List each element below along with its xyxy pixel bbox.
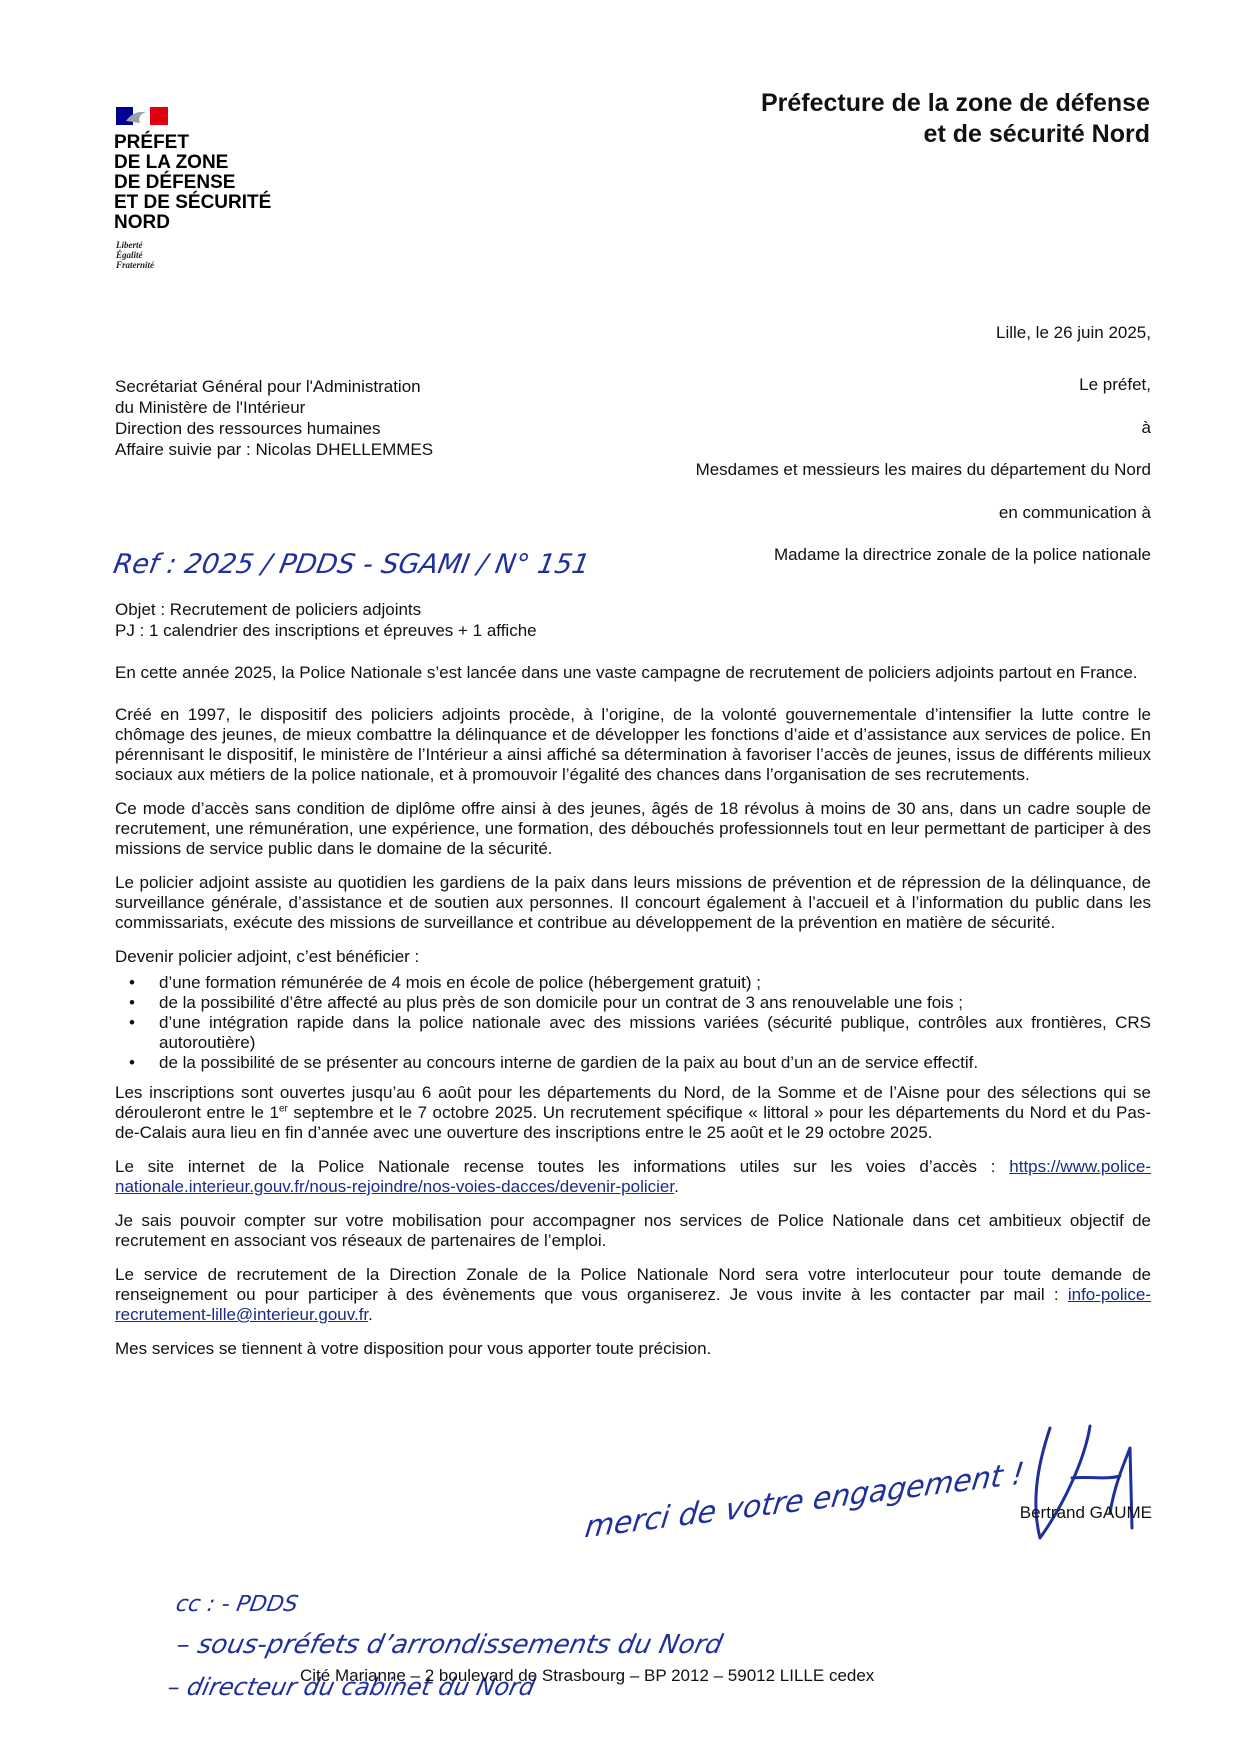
logo-line: NORD <box>114 212 170 233</box>
recruitment-email-link[interactable]: info-police-recrutement-lille@interieur.gouv.fr <box>115 1285 1151 1324</box>
police-website-link[interactable]: https://www.police-nationale.interieur.gouv.fr/nous-rejoindre/nos-voies-dacces/devenir-policier <box>115 1157 1151 1196</box>
motto <box>116 240 154 270</box>
list-item <box>129 1053 1151 1073</box>
handwritten-note-text: merci de votre engagement ! <box>583 1456 1027 1546</box>
list-item <box>129 993 1151 1013</box>
cc-line: cc : - PDDS <box>174 1591 301 1617</box>
subject-line: Objet : Recrutement de policiers adjoints <box>115 600 422 619</box>
cc-line: – sous-préfets d’arrondissements du Nord <box>173 1630 726 1660</box>
body-paragraph: Mes services se tiennent à votre disposition pour vous apporter toute précision. <box>115 1339 712 1358</box>
sender-line: du Ministère de l'Intérieur <box>115 398 306 417</box>
text-run: septembre et le 7 octobre 2025. Un recrutement spécifique « littoral » pour les départements du Nord et du Pas-de-Calais aura lieu en fin d’année avec une ouverture des inscriptions entre le 25 août et le 29 octobre 2025. <box>115 1103 1151 1142</box>
marianne-logo-icon <box>116 107 168 125</box>
motto-line: Égalité <box>116 250 143 260</box>
sender-block <box>115 376 433 460</box>
logo-line: ET DE SÉCURITÉ <box>114 192 272 213</box>
text-run: Le service de recrutement de la Direction Zonale de la Police Nationale Nord sera votre interlocuteur pour toute demande de renseignement ou pour participer à des évènements que vous organiserez. Je vous invite à les contacter par mail : <box>115 1265 1151 1304</box>
text-run: Le site internet de la Police Nationale recense toutes les informations utiles sur les voies d’accès : <box>115 1157 1010 1176</box>
flag-red-stripe <box>150 107 168 125</box>
cc-line: – directeur du cabinet du Nord <box>164 1672 538 1701</box>
body-paragraph: Créé en 1997, le dispositif des policiers adjoints procède, à l’origine, de la volonté gouvernementale d’intensifier la lutte contre le chômage des jeunes, de mieux combattre la délinquance et de développer les fonctions d’aide et d’assistance aux services de police. En pérennisant le dispositif, le ministère de l’Intérieur a ainsi affiché sa détermination à favoriser l’accès de jeunes, issus de différents milieux sociaux aux métiers de la police nationale, et à promouvoir l’égalité des chances dans l’organisation de ses recrutements. <box>115 705 1151 784</box>
recipient-line: Madame la directrice zonale de la police nationale <box>773 545 1151 564</box>
body-paragraph <box>115 1265 1151 1325</box>
handwritten-note <box>583 1432 1040 1546</box>
handwritten-reference-ink <box>111 535 593 587</box>
motto-line: Fraternité <box>116 260 155 270</box>
sender-line: Direction des ressources humaines <box>115 419 381 438</box>
handwritten-reference <box>111 535 593 587</box>
logo-line: DE LA ZONE <box>114 152 229 173</box>
handwritten-cc-ink <box>120 1583 726 1743</box>
recipient-line: Mesdames et messieurs les maires du département du Nord <box>695 460 1151 479</box>
attachments-line: PJ : 1 calendrier des inscriptions et épreuves + 1 affiche <box>115 621 537 640</box>
subject-block <box>115 599 537 641</box>
prefecture-title <box>761 88 1150 150</box>
text-run: . <box>674 1177 679 1196</box>
sender-line: Affaire suivie par : Nicolas DHELLEMMES <box>115 440 434 459</box>
body-paragraph: Le policier adjoint assiste au quotidien les gardiens de la paix dans leurs missions de prévention et de répression de la délinquance, de surveillance générale, d’assistance et de soutien aux personnes. Il concourt également à l’accueil et à l’information du public dans les commissariats, exécute des missions de surveillance et contribue au développement de la prévention en matière de sécurité. <box>115 873 1151 932</box>
list-item <box>129 973 1151 993</box>
bullet-icon: • <box>129 1053 135 1072</box>
handwritten-cc <box>120 1583 726 1743</box>
logo-line: PRÉFET <box>114 132 189 153</box>
bullet-icon: • <box>129 973 135 992</box>
prefet-logo-text <box>114 133 271 233</box>
signer-name: Bertrand GAUME <box>1019 1503 1152 1522</box>
list-item-text: d’une intégration rapide dans la police nationale avec des missions variées (sécurité publique, contrôles aux frontières, CRS autoroutière) <box>159 1013 1151 1052</box>
flag-blue-stripe <box>116 107 133 125</box>
bullet-icon: • <box>129 1013 135 1032</box>
letter-body <box>115 663 1151 1373</box>
prefecture-title-line: Préfecture de la zone de défense <box>760 89 1150 117</box>
text-run: Les inscriptions sont ouvertes jusqu’au 6 août pour les départements du Nord, de la Somme et de l’Aisne pour des sélections qui se dérouleront entre le 1 <box>115 1083 1151 1122</box>
list-item-text: de la possibilité d’être affecté au plus près de son domicile pour un contrat de 3 ans renouvelable une fois ; <box>159 993 963 1012</box>
logo-line: DE DÉFENSE <box>114 172 236 193</box>
recipient-line: à <box>1141 418 1151 437</box>
bullet-icon: • <box>129 993 135 1012</box>
list-item-text: de la possibilité de se présenter au concours interne de gardien de la paix au bout d’un an de service effectif. <box>159 1053 979 1072</box>
letter-date: Lille, le 26 juin 2025, <box>995 323 1151 342</box>
prefecture-title-line: et de sécurité Nord <box>923 120 1150 148</box>
list-item <box>129 1013 1151 1053</box>
text-run: . <box>368 1305 373 1324</box>
body-paragraph: Je sais pouvoir compter sur votre mobilisation pour accompagner nos services de Police Nationale dans cet ambitieux objectif de recrutement en associant vos réseaux de partenaires de l’emploi. <box>115 1211 1151 1250</box>
recipient-line: en communication à <box>998 503 1151 522</box>
recipient-line: Le préfet, <box>1079 375 1151 394</box>
benefits-list <box>115 973 1151 1073</box>
footer-address: Cité Marianne – 2 boulevard de Strasbourg – BP 2012 – 59012 LILLE cedex <box>300 1666 875 1685</box>
handwritten-note-ink <box>583 1432 1040 1546</box>
handwritten-reference-text: Ref : 2025 / PDDS - SGAMI / N° 151 <box>111 549 593 580</box>
body-paragraph <box>115 1083 1151 1143</box>
body-paragraph: Ce mode d’accès sans condition de diplôme offre ainsi à des jeunes, âgés de 18 révolus à moins de 30 ans, dans un cadre souple de recrutement, une rémunération, une expérience, une formation, des débouchés professionnels tout en leur permettant de participer à des missions de service public dans le domaine de la sécurité. <box>115 799 1151 858</box>
body-paragraph: En cette année 2025, la Police Nationale s’est lancée dans une vaste campagne de recrutement de policiers adjoints partout en France. <box>115 663 1138 682</box>
sender-line: Secrétariat Général pour l'Administration <box>115 377 421 396</box>
ordinal-suffix: er <box>278 1103 288 1115</box>
signature-icon <box>1010 1418 1160 1563</box>
list-item-text: d’une formation rémunérée de 4 mois en école de police (hébergement gratuit) ; <box>159 973 761 992</box>
motto-line: Liberté <box>116 240 143 250</box>
body-paragraph: Devenir policier adjoint, c’est bénéficier : <box>115 947 420 966</box>
body-paragraph <box>115 1157 1151 1197</box>
